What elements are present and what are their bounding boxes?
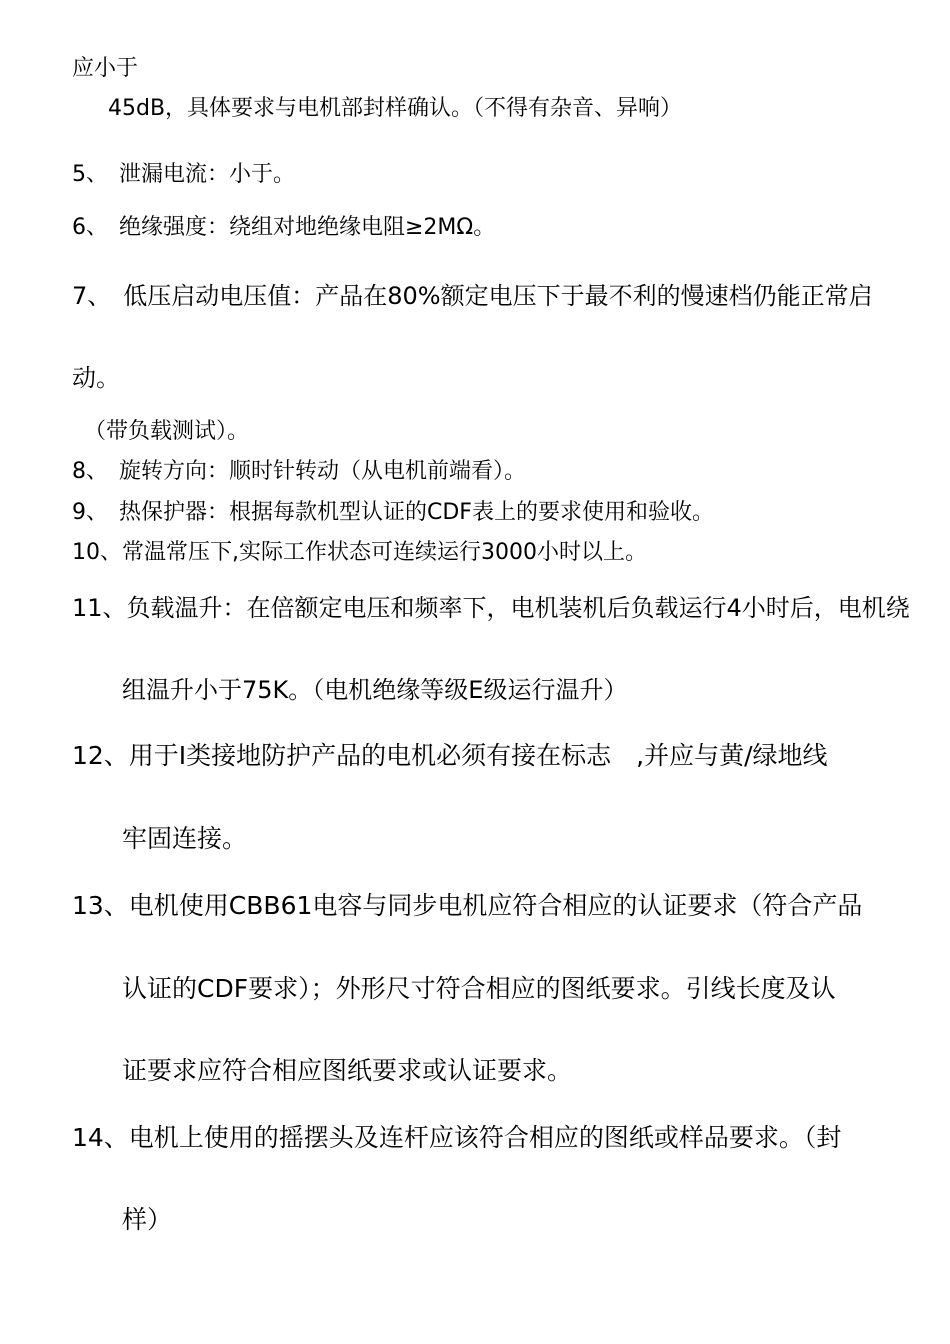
text-line-continuation-limit: 应小于	[72, 56, 139, 81]
text-line-item-13-continuation-1: 认证的CDF要求）；外形尺寸符合相应的图纸要求。引线长度及认	[122, 974, 836, 1003]
text-line-noise-requirement: 45dB，具体要求与电机部封样确认。（不得有杂音、异响）	[108, 96, 683, 121]
text-line-item-11-continuation: 组温升小于75K。（电机绝缘等级E级运行温升）	[122, 676, 628, 704]
text-line-item-7-continuation: 动。	[72, 364, 120, 392]
text-line-item-13-continuation-2: 证要求应符合相应图纸要求或认证要求。	[122, 1056, 573, 1085]
text-line-item-8-rotation: 8、 旋转方向：顺时针转动（从电机前端看）。	[72, 459, 526, 484]
text-line-load-test-note: （带负载测试）。	[84, 419, 250, 444]
text-line-item-5-leakage-current: 5、 泄漏电流：小于。	[72, 162, 295, 187]
text-line-item-9-thermal-protector: 9、 热保护器：根据每款机型认证的CDF表上的要求使用和验收。	[72, 500, 714, 525]
text-line-item-14-continuation: 样）	[122, 1205, 173, 1234]
text-line-item-10-continuous-run: 10、常温常压下,实际工作状态可连续运行3000小时以上。	[72, 540, 647, 565]
text-line-item-12-grounding: 12、用于I类接地防护产品的电机必须有接在标志 ,并应与黄/绿地线	[72, 741, 828, 770]
text-line-item-6-insulation-strength: 6、 绝缘强度：绕组对地绝缘电阻≥2MΩ。	[72, 215, 496, 240]
text-line-item-13-capacitor: 13、电机使用CBB61电容与同步电机应符合相应的认证要求（符合产品	[72, 891, 863, 920]
text-line-item-14-swing-head: 14、电机上使用的摇摆头及连杆应该符合相应的图纸或样品要求。（封	[72, 1123, 842, 1152]
text-line-item-11-temperature-rise: 11、负载温升：在倍额定电压和频率下，电机装机后负载运行4小时后，电机绕	[72, 594, 910, 622]
text-line-item-7-low-voltage-start: 7、 低压启动电压值：产品在80%额定电压下于最不利的慢速档仍能正常启	[72, 282, 873, 310]
text-line-item-12-continuation: 牢固连接。	[122, 824, 248, 853]
